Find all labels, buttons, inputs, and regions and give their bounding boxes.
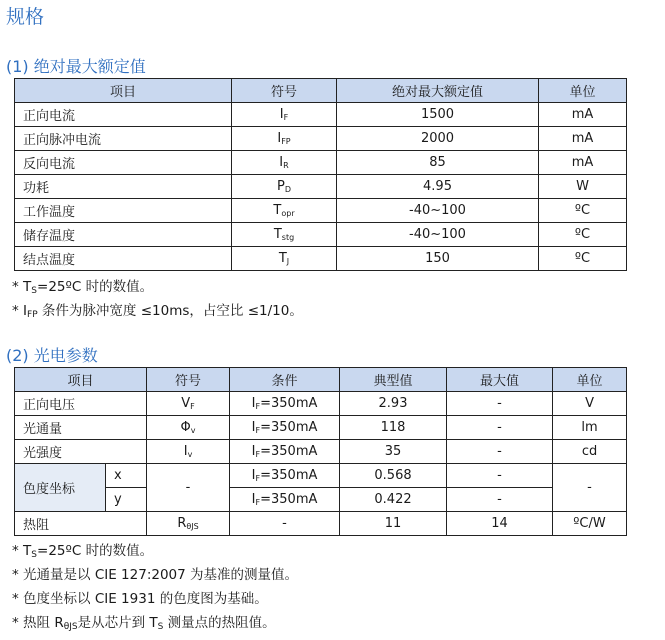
table-row [15, 392, 627, 416]
row-condition: $I_F=350mA$ [230, 416, 340, 440]
table-row-thermal [15, 512, 627, 536]
row-max: - [447, 416, 553, 440]
header-unit: 单位 [539, 79, 627, 103]
row-max: - [447, 488, 553, 512]
row-item: 光强度 [15, 440, 147, 464]
header-typical: 典型值 [340, 368, 447, 392]
row-unit: W [539, 175, 627, 199]
header-rating: 绝对最大额定值 [337, 79, 539, 103]
row-unit: - [553, 464, 627, 512]
row-unit: cd [553, 440, 627, 464]
table-row [15, 199, 627, 223]
row-item: 结点温度 [15, 247, 232, 271]
row-typical: 35 [340, 440, 447, 464]
table-header-row [15, 79, 627, 103]
row-subitem-x: x [106, 464, 147, 488]
row-symbol: $P_D$ [232, 175, 337, 199]
row-condition: - [230, 512, 340, 536]
page-title: 规格 [6, 6, 45, 28]
row-item: 正向电流 [15, 103, 232, 127]
row-symbol: $V_F$ [147, 392, 230, 416]
row-condition: $I_F=350mA$ [230, 464, 340, 488]
row-symbol: $\Phi_v$ [147, 416, 230, 440]
row-value: 1500 [337, 103, 539, 127]
row-value: 85 [337, 151, 539, 175]
row-item: 反向电流 [15, 151, 232, 175]
row-unit: mA [539, 151, 627, 175]
table-row [15, 223, 627, 247]
row-unit: ºC [539, 247, 627, 271]
header-condition: 条件 [230, 368, 340, 392]
header-symbol: 符号 [232, 79, 337, 103]
row-symbol: $I_F$ [232, 103, 337, 127]
optical-electrical-table [14, 367, 627, 536]
row-item: 储存温度 [15, 223, 232, 247]
row-item: 工作温度 [15, 199, 232, 223]
note-thermal-resistance: * 热阻 $R_{\theta JS}$是从芯片到 $T_S$ 测量点的热阻值。 [12, 615, 276, 632]
note-ts: * $T_S=25ºC$ 时的数值。 [12, 279, 154, 296]
note-luminous-flux: * 光通量是以 CIE 127:2007 为基准的测量值。 [12, 567, 299, 583]
row-unit: lm [553, 416, 627, 440]
absolute-max-ratings-table [14, 78, 627, 271]
row-symbol: $T_{opr}$ [232, 199, 337, 223]
row-typical: 11 [340, 512, 447, 536]
table-row [15, 127, 627, 151]
row-typical: 2.93 [340, 392, 447, 416]
row-condition: $I_F=350mA$ [230, 440, 340, 464]
section2-heading: (2) 光电参数 [6, 346, 98, 365]
row-item: 正向电压 [15, 392, 147, 416]
row-max: - [447, 464, 553, 488]
row-typical: 118 [340, 416, 447, 440]
row-unit: ºC [539, 223, 627, 247]
row-max: 14 [447, 512, 553, 536]
row-subitem-y: y [106, 488, 147, 512]
row-symbol: - [147, 464, 230, 512]
table-row [15, 175, 627, 199]
row-symbol: $I_v$ [147, 440, 230, 464]
row-symbol: $I_R$ [232, 151, 337, 175]
note-ts-2: * $T_S=25ºC$ 时的数值。 [12, 543, 154, 560]
row-typical: 0.568 [340, 464, 447, 488]
row-symbol: $R_{\theta JS}$ [147, 512, 230, 536]
row-item: 色度坐标 [15, 464, 106, 512]
table-row [15, 440, 627, 464]
header-symbol: 符号 [147, 368, 230, 392]
table-row-chroma-y [15, 488, 627, 512]
row-unit: mA [539, 127, 627, 151]
row-item: 热阻 [15, 512, 147, 536]
row-item: 功耗 [15, 175, 232, 199]
row-item: 正向脉冲电流 [15, 127, 232, 151]
row-value: 2000 [337, 127, 539, 151]
row-condition: $I_F=350mA$ [230, 392, 340, 416]
row-symbol: $I_{FP}$ [232, 127, 337, 151]
header-unit: 单位 [553, 368, 627, 392]
header-max: 最大值 [447, 368, 553, 392]
note-ifp: * $I_{FP}$ 条件为脉冲宽度 ≤10ms，占空比 ≤1/10。 [12, 303, 303, 320]
row-symbol: $T_J$ [232, 247, 337, 271]
row-value: -40~100 [337, 199, 539, 223]
row-unit: ºC/W [553, 512, 627, 536]
row-unit: mA [539, 103, 627, 127]
header-item: 项目 [15, 368, 147, 392]
header-item: 项目 [15, 79, 232, 103]
table-row [15, 247, 627, 271]
row-unit: ºC [539, 199, 627, 223]
row-item: 光通量 [15, 416, 147, 440]
table-header-row [15, 368, 627, 392]
row-value: 150 [337, 247, 539, 271]
row-max: - [447, 392, 553, 416]
table-row-chroma-x [15, 464, 627, 488]
table-row [15, 151, 627, 175]
row-condition: $I_F=350mA$ [230, 488, 340, 512]
row-max: - [447, 440, 553, 464]
row-value: 4.95 [337, 175, 539, 199]
table-row [15, 416, 627, 440]
row-unit: V [553, 392, 627, 416]
note-chromaticity: * 色度坐标以 CIE 1931 的色度图为基础。 [12, 591, 268, 607]
row-value: -40~100 [337, 223, 539, 247]
row-symbol: $T_{stg}$ [232, 223, 337, 247]
section1-heading: (1) 绝对最大额定值 [6, 57, 146, 76]
row-typical: 0.422 [340, 488, 447, 512]
table-row [15, 103, 627, 127]
